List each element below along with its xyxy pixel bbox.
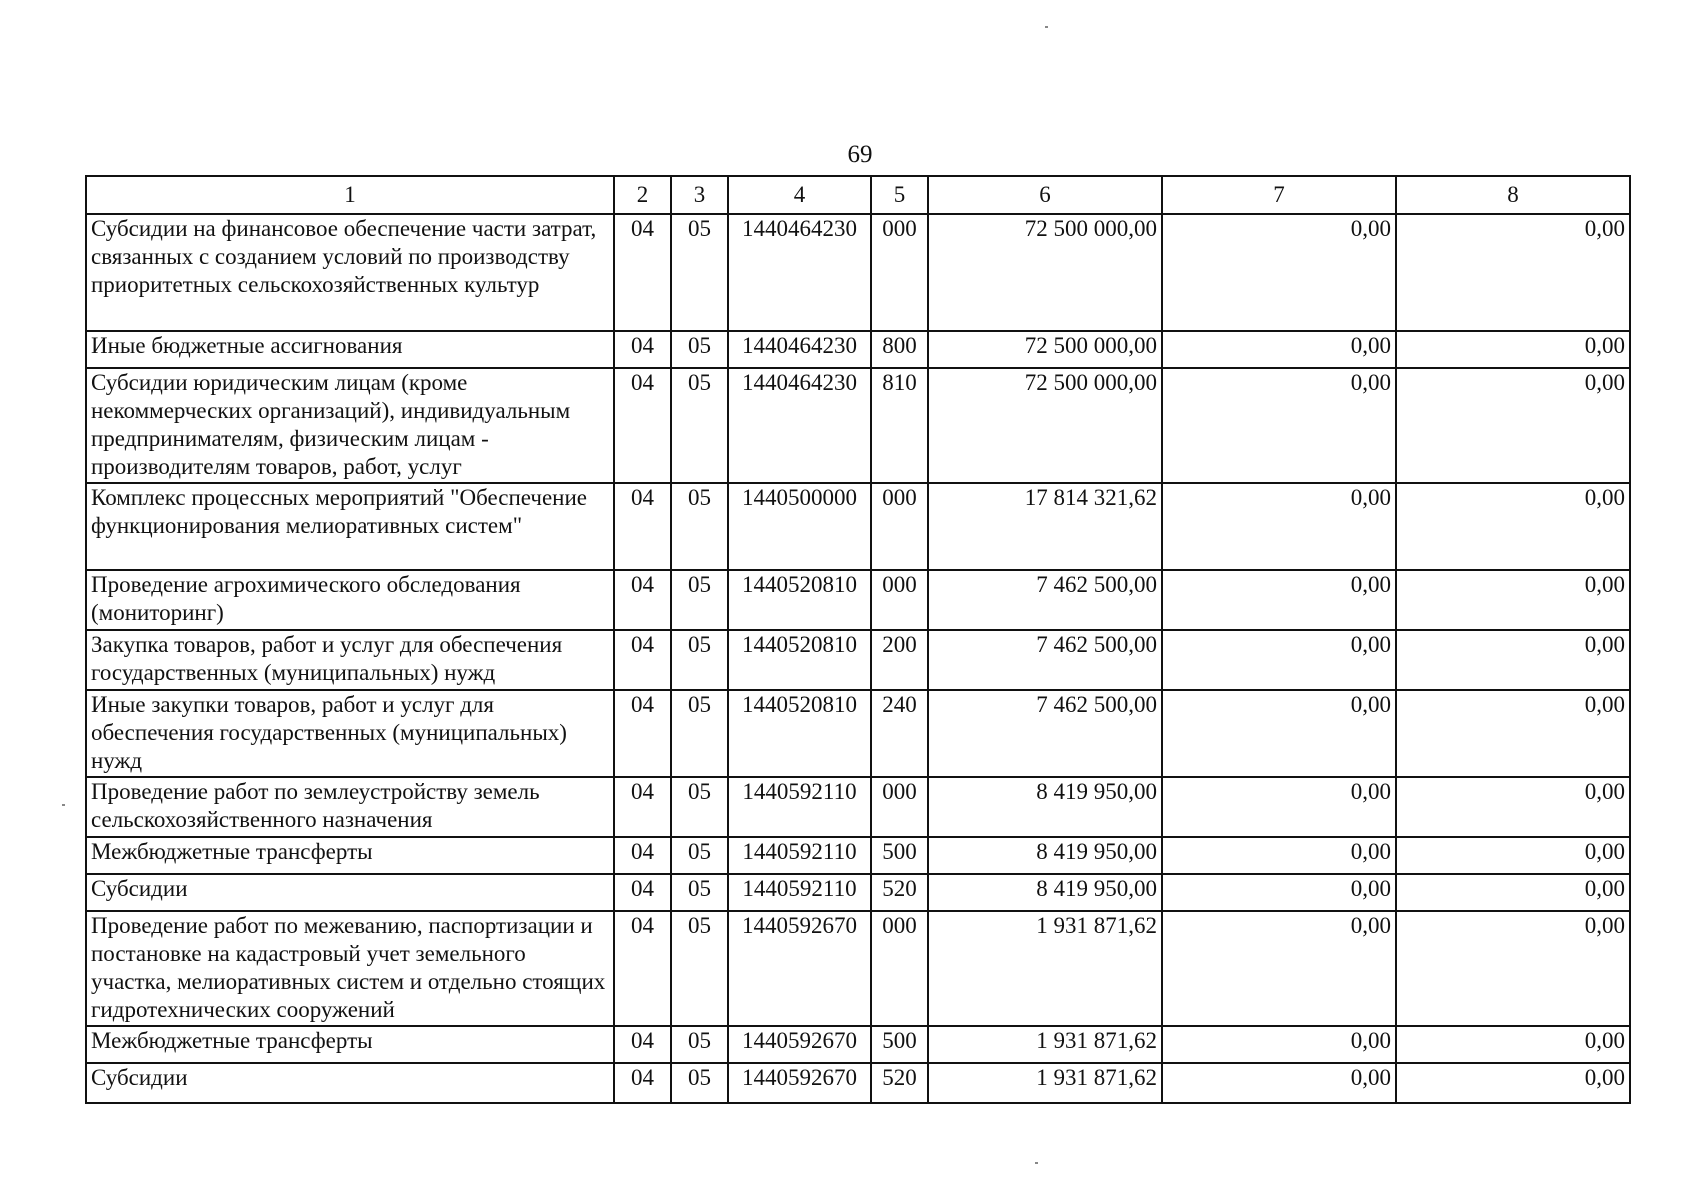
row-subsection: 05: [671, 837, 728, 874]
row-expense-type: 500: [871, 837, 928, 874]
row-amount-col7: 0,00: [1162, 1026, 1396, 1063]
row-expense-type: 000: [871, 214, 928, 331]
column-header: 8: [1396, 176, 1630, 214]
table-row: [86, 630, 1630, 690]
row-amount-col8: 0,00: [1396, 837, 1630, 874]
row-amount-col8: 0,00: [1396, 368, 1630, 483]
row-section: 04: [614, 1026, 671, 1063]
row-amount-col7: 0,00: [1162, 570, 1396, 630]
row-section: 04: [614, 483, 671, 570]
row-name: Проведение работ по землеустройству земель сельскохозяйственного назначения: [86, 777, 614, 837]
row-amount-col6: 1 931 871,62: [928, 1063, 1162, 1103]
table-row: [86, 368, 1630, 483]
row-amount-col7: 0,00: [1162, 368, 1396, 483]
row-amount-col7: 0,00: [1162, 690, 1396, 777]
scan-speck: [1035, 1162, 1038, 1164]
row-expense-type: 800: [871, 331, 928, 368]
row-subsection: 05: [671, 1063, 728, 1103]
row-expense-type: 810: [871, 368, 928, 483]
row-expense-type: 000: [871, 777, 928, 837]
row-amount-col6: 72 500 000,00: [928, 331, 1162, 368]
row-amount-col8: 0,00: [1396, 690, 1630, 777]
row-expense-type: 520: [871, 874, 928, 911]
row-target-code: 1440500000: [728, 483, 871, 570]
budget-table: [85, 175, 1631, 1104]
row-subsection: 05: [671, 630, 728, 690]
table-row: [86, 1026, 1630, 1063]
row-target-code: 1440520810: [728, 690, 871, 777]
row-amount-col7: 0,00: [1162, 331, 1396, 368]
row-target-code: 1440592670: [728, 1026, 871, 1063]
row-section: 04: [614, 570, 671, 630]
row-amount-col6: 8 419 950,00: [928, 837, 1162, 874]
row-subsection: 05: [671, 911, 728, 1026]
row-subsection: 05: [671, 368, 728, 483]
row-target-code: 1440592110: [728, 874, 871, 911]
row-amount-col7: 0,00: [1162, 1063, 1396, 1103]
row-name: Проведение агрохимического обследования (мониторинг): [86, 570, 614, 630]
row-amount-col6: 7 462 500,00: [928, 690, 1162, 777]
row-name: Закупка товаров, работ и услуг для обеспечения государственных (муниципальных) нужд: [86, 630, 614, 690]
scan-speck: [1045, 26, 1048, 28]
row-subsection: 05: [671, 1026, 728, 1063]
row-amount-col7: 0,00: [1162, 483, 1396, 570]
row-expense-type: 000: [871, 570, 928, 630]
row-target-code: 1440592670: [728, 911, 871, 1026]
row-target-code: 1440464230: [728, 331, 871, 368]
row-subsection: 05: [671, 483, 728, 570]
row-section: 04: [614, 214, 671, 331]
row-expense-type: 240: [871, 690, 928, 777]
table-row: [86, 1063, 1630, 1103]
scan-speck: [62, 804, 65, 806]
row-amount-col6: 8 419 950,00: [928, 874, 1162, 911]
header-row: [86, 176, 1630, 214]
column-header: 1: [86, 176, 614, 214]
row-amount-col7: 0,00: [1162, 837, 1396, 874]
row-name: Проведение работ по межеванию, паспортизации и постановке на кадастровый учет земельного участка, мелиоративных систем и отдельно стоящих гидротехнических сооружений: [86, 911, 614, 1026]
row-subsection: 05: [671, 690, 728, 777]
row-amount-col6: 1 931 871,62: [928, 911, 1162, 1026]
column-header: 2: [614, 176, 671, 214]
row-amount-col6: 1 931 871,62: [928, 1026, 1162, 1063]
row-subsection: 05: [671, 331, 728, 368]
page-number: 69: [847, 141, 873, 168]
row-name: Субсидии: [86, 1063, 614, 1103]
row-section: 04: [614, 777, 671, 837]
row-subsection: 05: [671, 777, 728, 837]
row-subsection: 05: [671, 570, 728, 630]
row-expense-type: 500: [871, 1026, 928, 1063]
column-header: 3: [671, 176, 728, 214]
column-header: 6: [928, 176, 1162, 214]
row-amount-col7: 0,00: [1162, 911, 1396, 1026]
row-amount-col8: 0,00: [1396, 911, 1630, 1026]
table-row: [86, 777, 1630, 837]
column-header: 5: [871, 176, 928, 214]
row-section: 04: [614, 368, 671, 483]
row-name: Субсидии на финансовое обеспечение части затрат, связанных с созданием условий по производству приоритетных сельскохозяйственных культур: [86, 214, 614, 331]
row-expense-type: 520: [871, 1063, 928, 1103]
row-amount-col7: 0,00: [1162, 214, 1396, 331]
table-row: [86, 874, 1630, 911]
row-name: Субсидии: [86, 874, 614, 911]
row-amount-col6: 8 419 950,00: [928, 777, 1162, 837]
row-target-code: 1440464230: [728, 214, 871, 331]
column-header: 7: [1162, 176, 1396, 214]
table-row: [86, 837, 1630, 874]
table-row: [86, 570, 1630, 630]
row-target-code: 1440592110: [728, 837, 871, 874]
row-expense-type: 000: [871, 483, 928, 570]
row-amount-col7: 0,00: [1162, 777, 1396, 837]
table-row: [86, 483, 1630, 570]
row-target-code: 1440592110: [728, 777, 871, 837]
row-amount-col8: 0,00: [1396, 777, 1630, 837]
row-name: Иные закупки товаров, работ и услуг для обеспечения государственных (муниципальных) нужд: [86, 690, 614, 777]
row-name: Межбюджетные трансферты: [86, 837, 614, 874]
row-amount-col8: 0,00: [1396, 331, 1630, 368]
column-header: 4: [728, 176, 871, 214]
row-section: 04: [614, 874, 671, 911]
row-amount-col8: 0,00: [1396, 214, 1630, 331]
row-amount-col8: 0,00: [1396, 1026, 1630, 1063]
row-name: Комплекс процессных мероприятий "Обеспечение функционирования мелиоративных систем": [86, 483, 614, 570]
row-name: Межбюджетные трансферты: [86, 1026, 614, 1063]
row-amount-col6: 7 462 500,00: [928, 570, 1162, 630]
row-name: Иные бюджетные ассигнования: [86, 331, 614, 368]
row-target-code: 1440520810: [728, 630, 871, 690]
row-target-code: 1440592670: [728, 1063, 871, 1103]
row-subsection: 05: [671, 874, 728, 911]
row-section: 04: [614, 1063, 671, 1103]
row-target-code: 1440464230: [728, 368, 871, 483]
row-amount-col6: 72 500 000,00: [928, 368, 1162, 483]
row-amount-col7: 0,00: [1162, 630, 1396, 690]
row-target-code: 1440520810: [728, 570, 871, 630]
table-row: [86, 331, 1630, 368]
row-amount-col6: 17 814 321,62: [928, 483, 1162, 570]
row-section: 04: [614, 911, 671, 1026]
row-expense-type: 000: [871, 911, 928, 1026]
table-row: [86, 690, 1630, 777]
table-row: [86, 911, 1630, 1026]
row-section: 04: [614, 331, 671, 368]
row-name: Субсидии юридическим лицам (кроме некоммерческих организаций), индивидуальным предпринимателям, физическим лицам - производителям товаров, работ, услуг: [86, 368, 614, 483]
row-amount-col6: 72 500 000,00: [928, 214, 1162, 331]
row-amount-col8: 0,00: [1396, 483, 1630, 570]
row-section: 04: [614, 630, 671, 690]
row-expense-type: 200: [871, 630, 928, 690]
row-section: 04: [614, 690, 671, 777]
row-amount-col6: 7 462 500,00: [928, 630, 1162, 690]
row-amount-col7: 0,00: [1162, 874, 1396, 911]
row-amount-col8: 0,00: [1396, 570, 1630, 630]
table-row: [86, 214, 1630, 331]
row-amount-col8: 0,00: [1396, 630, 1630, 690]
row-section: 04: [614, 837, 671, 874]
row-amount-col8: 0,00: [1396, 874, 1630, 911]
row-subsection: 05: [671, 214, 728, 331]
row-amount-col8: 0,00: [1396, 1063, 1630, 1103]
